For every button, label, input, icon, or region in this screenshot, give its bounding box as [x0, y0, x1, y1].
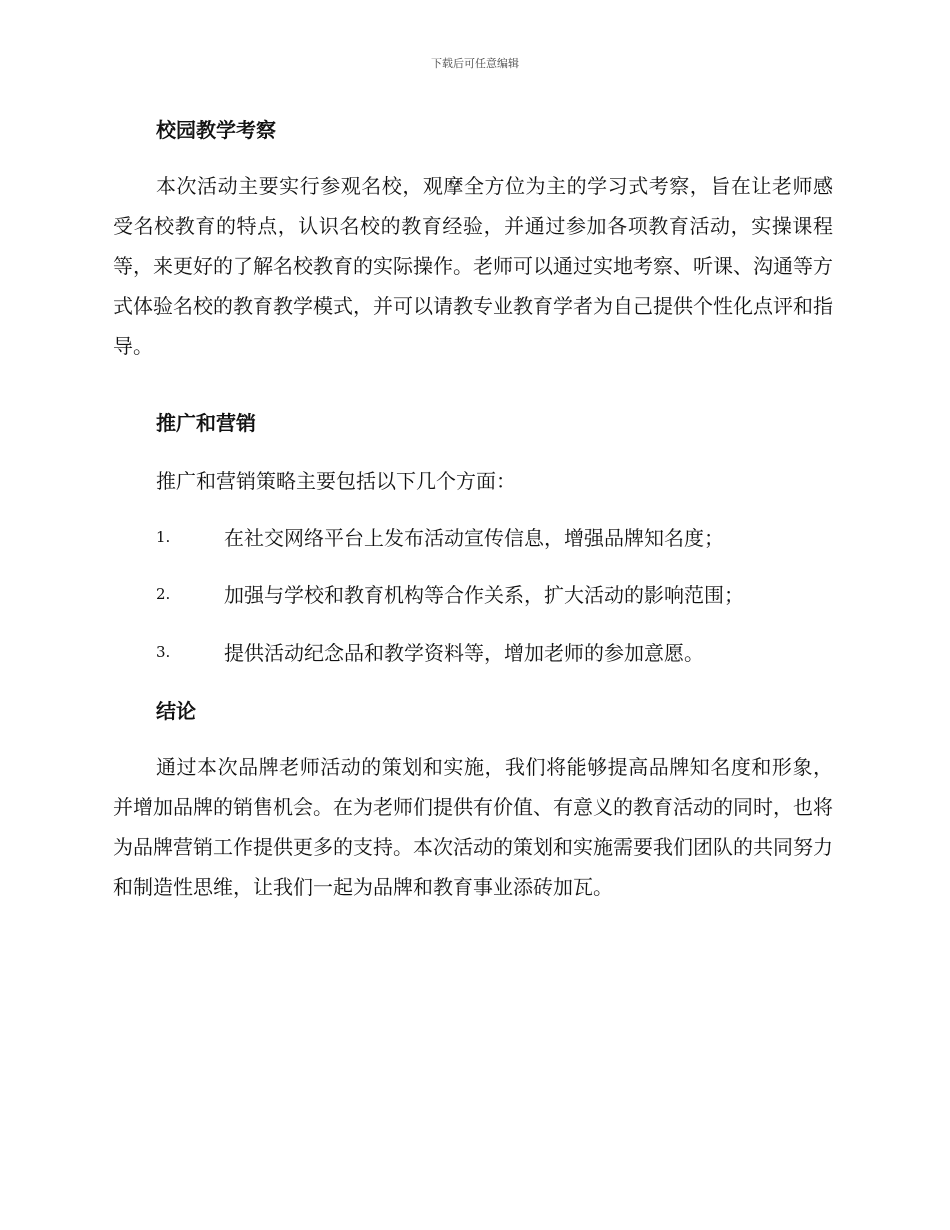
- list-number: 2.: [156, 585, 171, 603]
- list-text: 加强与学校和教育机构等合作关系，扩大活动的影响范围；: [224, 583, 744, 607]
- list-text: 提供活动纪念品和教学资料等，增加老师的参加意愿。: [224, 641, 704, 665]
- marketing-intro: 推广和营销策略主要包括以下几个方面：: [156, 469, 516, 493]
- header-note: 下载后可任意编辑: [431, 57, 519, 70]
- section-heading-conclusion: 结论: [156, 699, 196, 723]
- list-number: 3.: [156, 643, 171, 661]
- list-item: [156, 639, 856, 667]
- section-heading-marketing: 推广和营销: [156, 411, 256, 435]
- list-text: 在社交网络平台上发布活动宣传信息，增强品牌知名度；: [224, 526, 724, 550]
- list-number: 1.: [156, 528, 171, 546]
- list-item: [156, 581, 856, 609]
- campus-paragraph: 本次活动主要实行参观名校，观摩全方位为主的学习式考察，旨在让老师感受名校教育的特点，认识名校的教育经验，并通过参加各项教育活动，实操课程等，来更好的了解名校教育的实际操作。老师可以通过实地考察、听课、沟通等方式体验名校的教育教学模式，并可以请教专业教育学者为自己提供个性化点评和指导。: [113, 174, 833, 358]
- conclusion-paragraph: 通过本次品牌老师活动的策划和实施，我们将能够提高品牌知名度和形象，并增加品牌的销售机会。在为老师们提供有价值、有意义的教育活动的同时，也将为品牌营销工作提供更多的支持。本次活动的策划和实施需要我们团队的共同努力和制造性思维，让我们一起为品牌和教育事业添砖加瓦。: [113, 755, 833, 899]
- list-item: [156, 524, 856, 552]
- section-heading-campus: 校园教学考察: [156, 118, 276, 142]
